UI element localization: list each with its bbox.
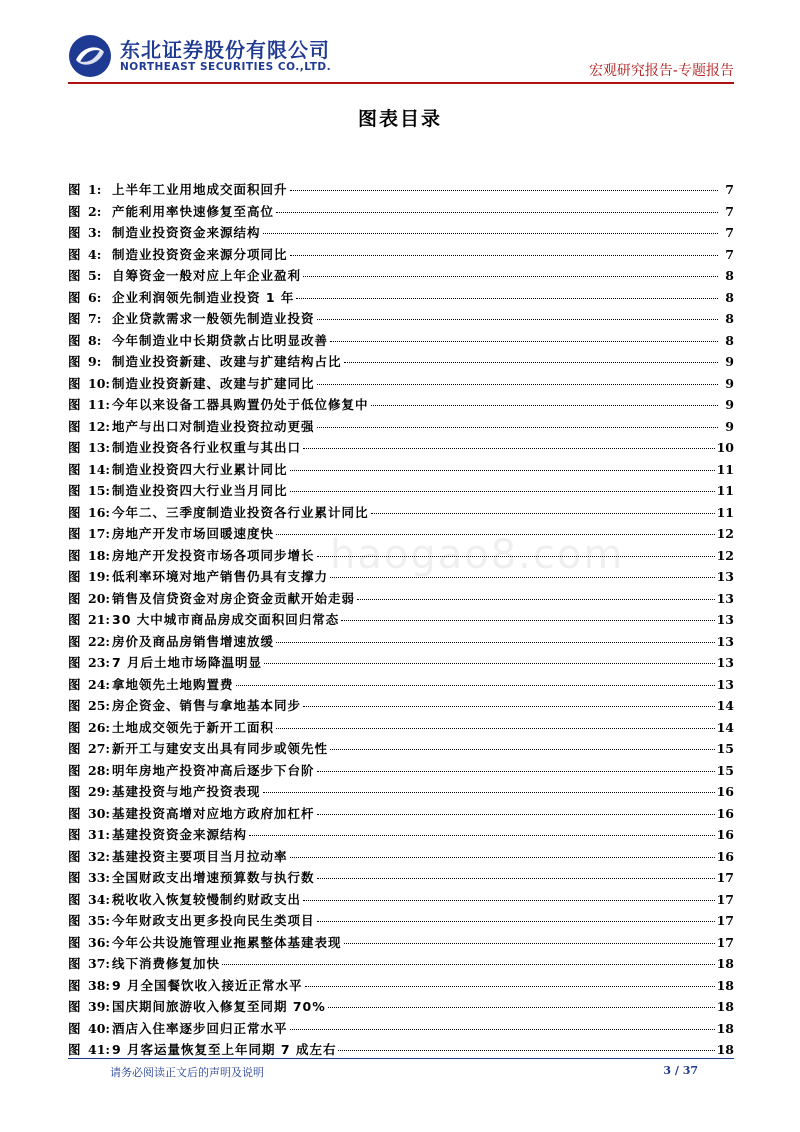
- figure-title: 基建投资资金来源结构: [112, 827, 248, 842]
- toc-entry[interactable]: [68, 653, 734, 675]
- dot-leader: [276, 534, 715, 535]
- figure-page-number: 12: [716, 547, 734, 563]
- toc-entry[interactable]: [68, 847, 734, 869]
- figure-label: 图: [68, 268, 81, 283]
- footer-divider: [68, 1058, 734, 1059]
- figure-page-number: 8: [725, 289, 734, 305]
- figure-page-number: 13: [716, 676, 734, 692]
- figure-number: 22:: [88, 633, 111, 649]
- figure-number: 41:: [88, 1042, 111, 1057]
- toc-entry[interactable]: [68, 374, 734, 396]
- dot-leader: [317, 878, 715, 879]
- dot-leader: [290, 470, 715, 471]
- figure-number: 8:: [88, 332, 102, 348]
- figure-number: 37:: [88, 956, 111, 971]
- figure-number: 24:: [88, 676, 111, 692]
- figure-number: 35:: [88, 913, 111, 928]
- figure-number: 31:: [88, 827, 111, 842]
- figure-label: 图: [68, 999, 81, 1014]
- figure-number: 4:: [88, 246, 102, 262]
- toc-entry[interactable]: [68, 782, 734, 804]
- dot-leader: [330, 749, 715, 750]
- toc-entry[interactable]: [68, 589, 734, 611]
- dot-leader: [290, 491, 715, 492]
- toc-entry[interactable]: [68, 1019, 734, 1041]
- toc-entry[interactable]: [68, 180, 734, 202]
- figure-title: 企业利润领先制造业投资 1 年: [112, 289, 295, 305]
- dot-leader: [317, 814, 715, 815]
- toc-entry[interactable]: [68, 481, 734, 503]
- figure-number: 2:: [88, 203, 102, 219]
- figure-number: 14:: [88, 461, 111, 477]
- figure-label: 图: [68, 203, 81, 219]
- figure-title: 房价及商品房销售增速放缓: [112, 633, 275, 649]
- figure-title: 今年公共设施管理业拖累整体基建表现: [112, 934, 342, 950]
- figure-number: 5:: [88, 268, 102, 283]
- toc-entry[interactable]: [68, 976, 734, 998]
- toc-entry[interactable]: [68, 395, 734, 417]
- figure-title: 制造业投资四大行业累计同比: [112, 461, 288, 477]
- figure-label: 图: [68, 418, 81, 434]
- dot-leader: [263, 792, 715, 793]
- figure-page-number: 8: [725, 332, 734, 348]
- figure-number: 29:: [88, 784, 111, 799]
- figure-label: 图: [68, 870, 81, 885]
- figure-page-number: 9: [725, 354, 734, 369]
- figure-label: 图: [68, 956, 81, 971]
- toc-entry[interactable]: [68, 460, 734, 482]
- figure-number: 9:: [88, 354, 102, 369]
- figure-page-number: 18: [716, 1020, 734, 1036]
- figure-label: 图: [68, 612, 81, 627]
- figure-title: 土地成交领先于新开工面积: [112, 719, 275, 735]
- figure-page-number: 11: [716, 504, 734, 520]
- figure-label: 图: [68, 1042, 81, 1057]
- figure-title: 产能利用率快速修复至高位: [112, 203, 275, 219]
- dot-leader: [249, 835, 715, 836]
- figure-title: 9 月客运量恢复至上年同期 7 成左右: [112, 1042, 337, 1057]
- figure-number: 40:: [88, 1020, 111, 1036]
- figure-page-number: 11: [716, 461, 734, 477]
- dot-leader: [264, 663, 715, 664]
- figure-page-number: 7: [725, 182, 734, 197]
- toc-entry[interactable]: [68, 202, 734, 224]
- figure-title: 制造业投资资金来源分项同比: [112, 246, 288, 262]
- figure-page-number: 18: [716, 956, 734, 971]
- figure-label: 图: [68, 504, 81, 520]
- toc-entry[interactable]: [68, 933, 734, 955]
- northeast-securities-logo-icon: [68, 34, 112, 78]
- figure-title: 今年二、三季度制造业投资各行业累计同比: [112, 504, 369, 520]
- figure-page-number: 14: [716, 698, 734, 713]
- dot-leader: [222, 964, 715, 965]
- figure-title: 9 月全国餐饮收入接近正常水平: [112, 977, 303, 993]
- dot-leader: [317, 319, 718, 320]
- dot-leader: [330, 341, 718, 342]
- toc-entry[interactable]: [68, 632, 734, 654]
- dot-leader: [290, 1029, 715, 1030]
- figure-label: 图: [68, 655, 81, 670]
- figure-page-number: 9: [725, 418, 734, 434]
- dot-leader: [290, 255, 718, 256]
- figure-label: 图: [68, 633, 81, 649]
- toc-entry[interactable]: [68, 825, 734, 847]
- toc-entry[interactable]: [68, 610, 734, 632]
- figure-title: 今年制造业中长期贷款占比明显改善: [112, 332, 329, 348]
- toc-entry[interactable]: [68, 524, 734, 546]
- figure-title: 基建投资主要项目当月拉动率: [112, 848, 288, 864]
- figure-title: 今年以来设备工器具购置仍处于低位修复中: [112, 397, 369, 412]
- figure-label: 图: [68, 913, 81, 928]
- figure-number: 21:: [88, 612, 111, 627]
- figure-title: 7 月后土地市场降温明显: [112, 655, 263, 670]
- figure-title: 制造业投资新建、改建与扩建同比: [112, 375, 315, 391]
- figure-number: 13:: [88, 440, 111, 455]
- toc-entry[interactable]: [68, 868, 734, 890]
- figure-number: 19:: [88, 569, 111, 584]
- figure-label: 图: [68, 225, 81, 240]
- figure-page-number: 9: [725, 397, 734, 412]
- toc-entry[interactable]: [68, 331, 734, 353]
- toc-entry[interactable]: [68, 417, 734, 439]
- figure-number: 33:: [88, 870, 111, 885]
- figure-number: 16:: [88, 504, 111, 520]
- figure-page-number: 14: [716, 719, 734, 735]
- figure-title: 企业贷款需求一般领先制造业投资: [112, 311, 315, 326]
- figure-number: 12:: [88, 418, 111, 434]
- figure-page-number: 10: [716, 440, 734, 455]
- page-title: 图表目录: [357, 108, 442, 130]
- figure-title: 今年财政支出更多投向民生类项目: [112, 913, 315, 928]
- dot-leader: [371, 405, 718, 406]
- figure-title: 基建投资与地产投资表现: [112, 784, 261, 799]
- figure-number: 23:: [88, 655, 111, 670]
- dot-leader: [276, 728, 715, 729]
- figure-number: 30:: [88, 805, 111, 821]
- figure-number: 18:: [88, 547, 111, 563]
- dot-leader: [305, 986, 715, 987]
- figure-title: 酒店入住率逐步回归正常水平: [112, 1020, 288, 1036]
- figure-label: 图: [68, 547, 81, 563]
- figure-title: 制造业投资资金来源结构: [112, 225, 261, 240]
- dot-leader: [357, 599, 715, 600]
- figure-label: 图: [68, 483, 81, 498]
- figure-title: 房地产开发投资市场各项同步增长: [112, 547, 315, 563]
- figure-page-number: 16: [716, 805, 734, 821]
- figure-label: 图: [68, 762, 81, 778]
- figure-label: 图: [68, 354, 81, 369]
- dot-leader: [317, 921, 715, 922]
- figure-page-number: 9: [725, 375, 734, 391]
- toc-entry[interactable]: [68, 739, 734, 761]
- figure-title: 房地产开发市场回暖速度快: [112, 526, 275, 541]
- figure-label: 图: [68, 590, 81, 606]
- toc-entry[interactable]: [68, 911, 734, 933]
- figure-page-number: 18: [716, 1042, 734, 1057]
- figure-page-number: 16: [716, 827, 734, 842]
- figure-label: 图: [68, 805, 81, 821]
- toc-entry[interactable]: [68, 567, 734, 589]
- figure-page-number: 13: [716, 633, 734, 649]
- dot-leader: [263, 233, 718, 234]
- dot-leader: [276, 212, 718, 213]
- figure-title: 拿地领先土地购置费: [112, 676, 234, 692]
- figure-page-number: 7: [725, 225, 734, 240]
- figure-number: 10:: [88, 375, 111, 391]
- dot-leader: [317, 771, 715, 772]
- figure-page-number: 15: [716, 762, 734, 778]
- toc-entry[interactable]: [68, 804, 734, 826]
- figure-label: 图: [68, 397, 81, 412]
- report-type: 宏观研究报告-专题报告: [588, 63, 734, 79]
- toc-entry[interactable]: [68, 503, 734, 525]
- dot-leader: [344, 362, 718, 363]
- figure-title: 基建投资高增对应地方政府加杠杆: [112, 805, 315, 821]
- toc-entry[interactable]: [68, 546, 734, 568]
- figure-number: 7:: [88, 311, 102, 326]
- figure-number: 34:: [88, 891, 111, 907]
- figure-number: 28:: [88, 762, 111, 778]
- figure-page-number: 13: [716, 590, 734, 606]
- figure-number: 17:: [88, 526, 111, 541]
- figure-title: 税收收入恢复较慢制约财政支出: [112, 891, 302, 907]
- dot-leader: [290, 190, 718, 191]
- toc-entry[interactable]: [68, 288, 734, 310]
- figure-page-number: 12: [716, 526, 734, 541]
- figure-label: 图: [68, 246, 81, 262]
- dot-leader: [276, 642, 715, 643]
- figure-number: 25:: [88, 698, 111, 713]
- toc-entry[interactable]: [68, 309, 734, 331]
- figure-label: 图: [68, 741, 81, 756]
- figure-label: 图: [68, 891, 81, 907]
- figure-page-number: 17: [716, 870, 734, 885]
- toc-entry[interactable]: [68, 223, 734, 245]
- figure-title: 线下消费修复加快: [112, 956, 221, 971]
- company-name-en: NORTHEAST SECURITIES CO.,LTD.: [120, 61, 332, 73]
- dot-leader: [344, 943, 715, 944]
- figure-number: 20:: [88, 590, 111, 606]
- dot-leader: [303, 706, 715, 707]
- figure-label: 图: [68, 526, 81, 541]
- figure-page-number: 15: [716, 741, 734, 756]
- figure-label: 图: [68, 440, 81, 455]
- figure-title: 明年房地产投资冲高后逐步下台阶: [112, 762, 315, 778]
- figure-number: 27:: [88, 741, 111, 756]
- figure-title: 上半年工业用地成交面积回升: [112, 182, 288, 197]
- figure-label: 图: [68, 719, 81, 735]
- figure-title: 制造业投资各行业权重与其出口: [112, 440, 302, 455]
- figure-label: 图: [68, 698, 81, 713]
- figure-number: 6:: [88, 289, 102, 305]
- dot-leader: [338, 1050, 714, 1051]
- toc-entry[interactable]: [68, 352, 734, 374]
- figure-number: 32:: [88, 848, 111, 864]
- figure-page-number: 17: [716, 891, 734, 907]
- figure-title: 30 大中城市商品房成交面积回归常态: [112, 612, 340, 627]
- dot-leader: [317, 427, 718, 428]
- dot-leader: [317, 384, 718, 385]
- figure-page-number: 18: [716, 977, 734, 993]
- figure-label: 图: [68, 569, 81, 584]
- figure-label: 图: [68, 934, 81, 950]
- figure-page-number: 8: [725, 311, 734, 326]
- figure-page-number: 7: [725, 203, 734, 219]
- figure-label: 图: [68, 375, 81, 391]
- dot-leader: [328, 1007, 715, 1008]
- figure-list: [68, 180, 734, 1062]
- dot-leader: [303, 276, 718, 277]
- company-name-cn: 东北证券股份有限公司: [120, 38, 330, 62]
- dot-leader: [290, 857, 715, 858]
- toc-entry[interactable]: [68, 266, 734, 288]
- figure-number: 1:: [88, 182, 102, 197]
- figure-number: 36:: [88, 934, 111, 950]
- dot-leader: [296, 298, 718, 299]
- figure-label: 图: [68, 848, 81, 864]
- figure-page-number: 18: [716, 999, 734, 1014]
- figure-page-number: 17: [716, 934, 734, 950]
- figure-number: 3:: [88, 225, 102, 240]
- figure-page-number: 7: [725, 246, 734, 262]
- figure-title: 低利率环境对地产销售仍具有支撑力: [112, 569, 329, 584]
- toc-entry[interactable]: [68, 675, 734, 697]
- dot-leader: [341, 620, 714, 621]
- figure-label: 图: [68, 311, 81, 326]
- toc-entry[interactable]: [68, 718, 734, 740]
- figure-page-number: 13: [716, 655, 734, 670]
- figure-title: 国庆期间旅游收入修复至同期 70%: [112, 999, 326, 1014]
- figure-label: 图: [68, 289, 81, 305]
- figure-title: 制造业投资新建、改建与扩建结构占比: [112, 354, 342, 369]
- toc-entry[interactable]: [68, 954, 734, 976]
- figure-label: 图: [68, 182, 81, 197]
- toc-entry[interactable]: [68, 245, 734, 267]
- header-divider: [68, 82, 734, 84]
- figure-number: 11:: [88, 397, 111, 412]
- figure-title: 新开工与建安支出具有同步或领先性: [112, 741, 329, 756]
- dot-leader: [371, 513, 715, 514]
- figure-title: 制造业投资四大行业当月同比: [112, 483, 288, 498]
- toc-entry[interactable]: [68, 761, 734, 783]
- page-number: 3 / 37: [663, 1064, 698, 1077]
- dot-leader: [330, 577, 715, 578]
- watermark: haogao8.com: [330, 532, 625, 578]
- figure-page-number: 11: [716, 483, 734, 498]
- toc-entry[interactable]: [68, 438, 734, 460]
- figure-page-number: 16: [716, 784, 734, 799]
- toc-entry[interactable]: [68, 890, 734, 912]
- figure-page-number: 16: [716, 848, 734, 864]
- figure-number: 39:: [88, 999, 111, 1014]
- dot-leader: [236, 685, 715, 686]
- figure-label: 图: [68, 784, 81, 799]
- figure-number: 26:: [88, 719, 111, 735]
- figure-title: 销售及信贷资金对房企资金贡献开始走弱: [112, 590, 356, 606]
- figure-label: 图: [68, 977, 81, 993]
- figure-number: 15:: [88, 483, 111, 498]
- figure-label: 图: [68, 676, 81, 692]
- figure-page-number: 13: [716, 612, 734, 627]
- disclaimer-note: 请务必阅读正文后的声明及说明: [110, 1066, 264, 1079]
- dot-leader: [303, 448, 715, 449]
- toc-entry[interactable]: [68, 997, 734, 1019]
- figure-page-number: 8: [725, 268, 734, 283]
- figure-title: 房企资金、销售与拿地基本同步: [112, 698, 302, 713]
- figure-number: 38:: [88, 977, 111, 993]
- figure-title: 全国财政支出增速预算数与执行数: [112, 870, 315, 885]
- figure-title: 地产与出口对制造业投资拉动更强: [112, 418, 315, 434]
- figure-label: 图: [68, 1020, 81, 1036]
- toc-entry[interactable]: [68, 696, 734, 718]
- figure-label: 图: [68, 461, 81, 477]
- figure-label: 图: [68, 332, 81, 348]
- page-header: [68, 30, 734, 82]
- figure-page-number: 13: [716, 569, 734, 584]
- figure-title: 自筹资金一般对应上年企业盈利: [112, 268, 302, 283]
- dot-leader: [303, 900, 715, 901]
- figure-page-number: 17: [716, 913, 734, 928]
- dot-leader: [317, 556, 715, 557]
- figure-label: 图: [68, 827, 81, 842]
